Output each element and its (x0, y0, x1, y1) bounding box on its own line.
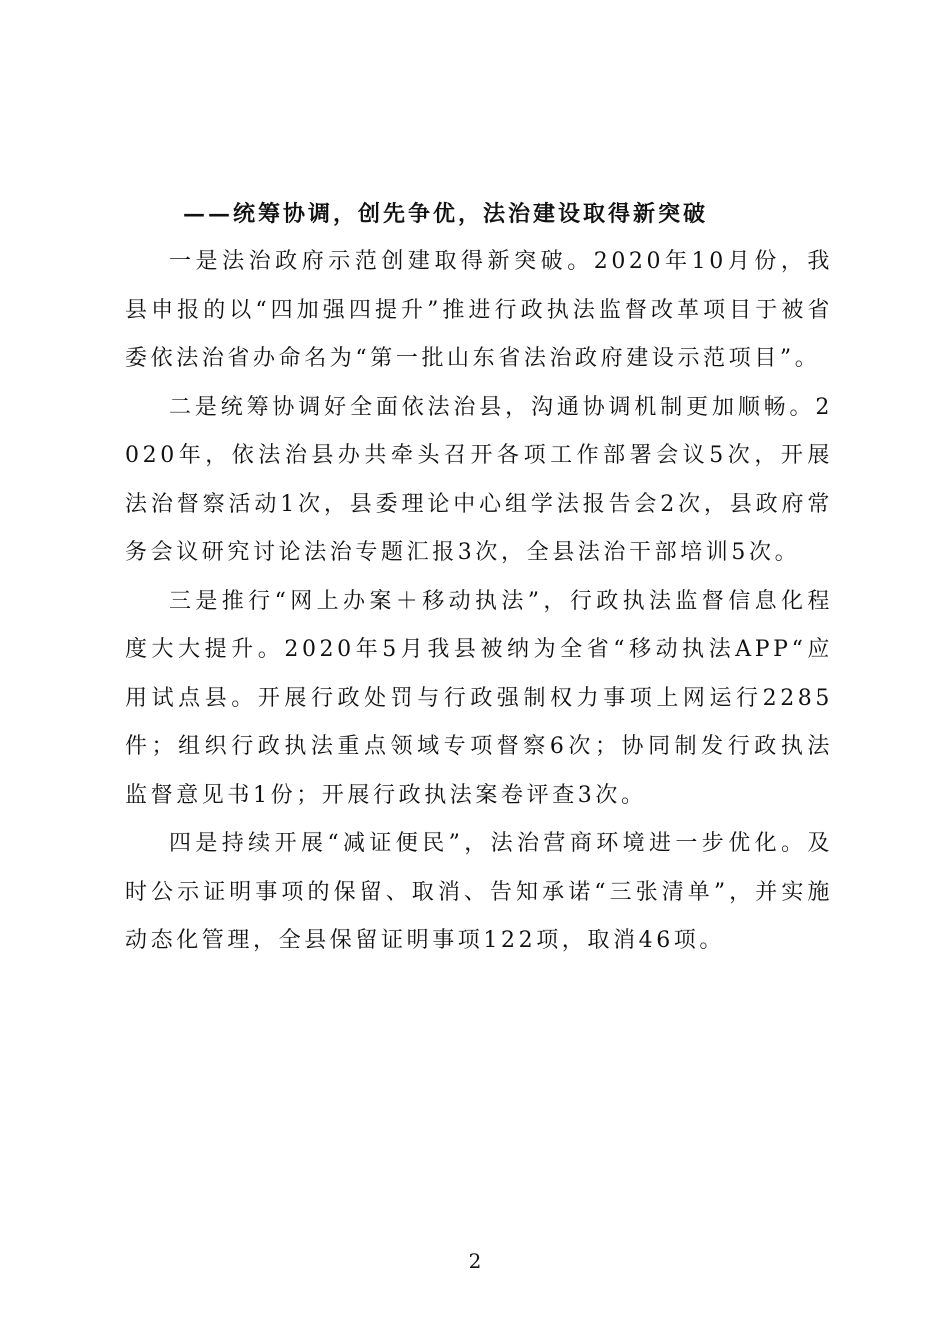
page-number: 2 (468, 1249, 482, 1273)
paragraph-3: 三是推行“网上办案＋移动执法”，行政执法监督信息化程度大大提升。2020年5月我县被纳为全省“移动执法APP“应用试点县。开展行政处罚与行政强制权力事项上网运行2285件；组织行政执法重点领域专项督察6次；协同制发行政执法监督意见书1份；开展行政执法案卷评查3次。 (125, 588, 833, 808)
section-heading: ——统筹协调，创先争优，法治建设取得新突破 (183, 201, 709, 227)
paragraph-4: 四是持续开展“减证便民”，法治营商环境进一步优化。及时公示证明事项的保留、取消、告知承诺“三张清单”，并实施动态化管理，全县保留证明事项122项，取消46项。 (125, 831, 833, 953)
paragraph-1: 一是法治政府示范创建取得新突破。2020年10月份，我县申报的以“四加强四提升”推进行政执法监督改革项目于被省委依法治省办命名为“第一批山东省法治政府建设示范项目”。 (125, 249, 833, 371)
body-text (125, 238, 833, 966)
paragraph-2: 二是统筹协调好全面依法治县，沟通协调机制更加顺畅。2020年，依法治县办共牵头召开各项工作部署会议5次，开展法治督察活动1次，县委理论中心组学法报告会2次，县政府常务会议研究讨论法治专题汇报3次，全县法治干部培训5次。 (125, 394, 833, 565)
